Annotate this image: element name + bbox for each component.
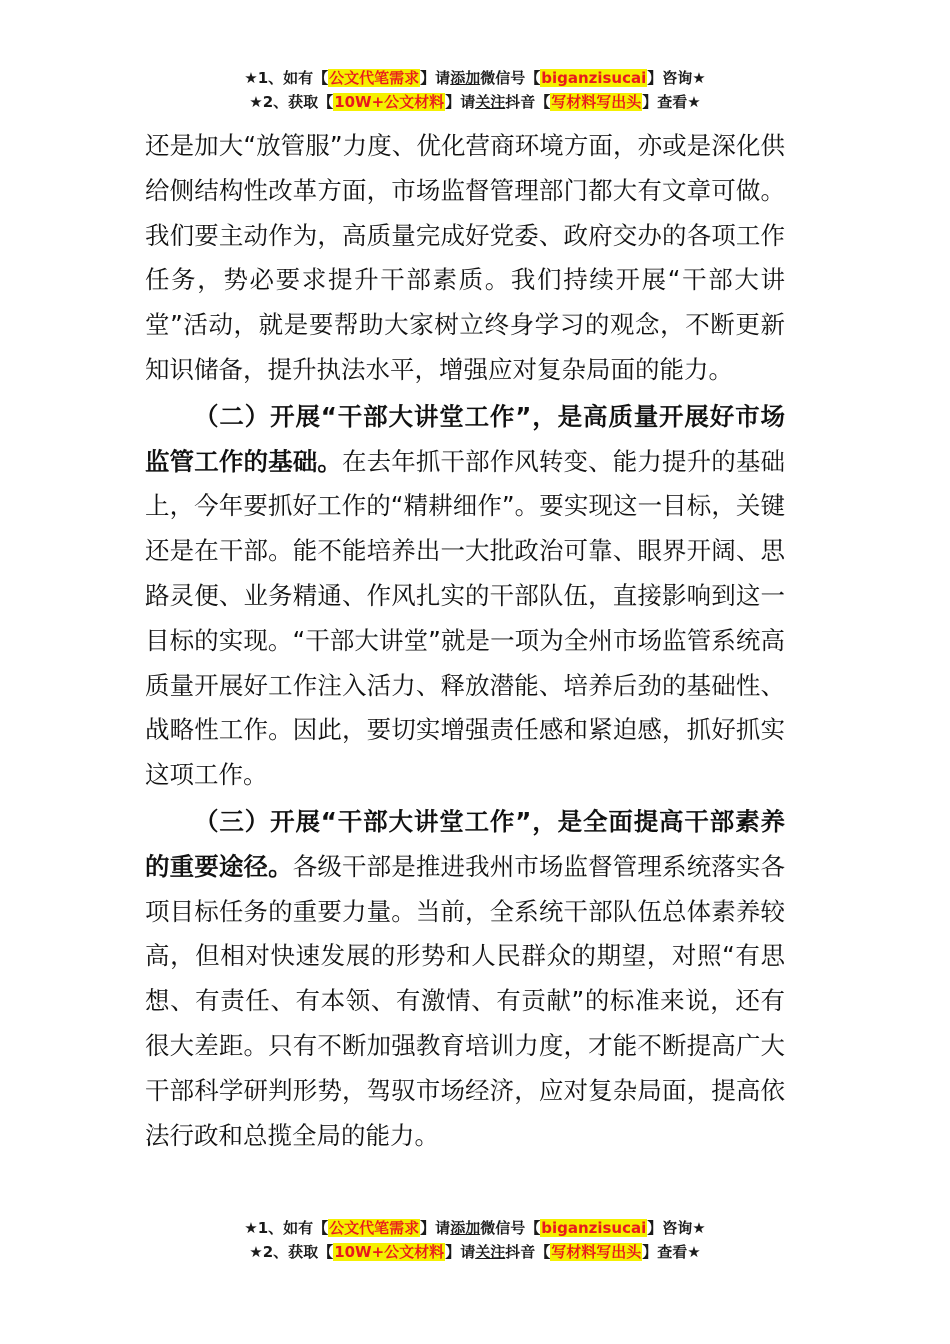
paragraph-1: 还是加大“放管服”力度、优化营商环境方面，亦或是深化供给侧结构性改革方面，市场监督管理部门都大有文章可做。我们要主动作为，高质量完成好党委、政府交办的各项工作任务，势必要求提升干部素质。我们持续开展“干部大讲堂”活动，就是要帮助大家树立终身学习的观念，不断更新知识储备，提升执法水平，增强应对复杂局面的能力。	[145, 131, 785, 384]
paragraph-3	[145, 800, 785, 1158]
banner-text: ★2、获取【	[249, 1243, 334, 1261]
banner-text: 抖音【	[505, 93, 551, 111]
banner-highlight: biganzisucai	[541, 69, 647, 87]
banner-text: 】请	[420, 69, 451, 87]
banner-highlight: 公文代笔需求	[329, 69, 420, 87]
banner-line-2	[0, 90, 950, 114]
document-body	[145, 124, 785, 1158]
banner-text: ★1、如有【	[244, 69, 329, 87]
banner-highlight: biganzisucai	[541, 1219, 647, 1237]
banner-text: 抖音【	[505, 1243, 551, 1261]
paragraph-2-text: 在去年抓干部作风转变、能力提升的基础上，今年要抓好工作的“精耕细作”。要实现这一目标，关键还是在干部。能不能培养出一大批政治可靠、眼界开阔、思路灵便、业务精通、作风扎实的干部队伍，直接影响到这一目标的实现。“干部大讲堂”就是一项为全州市场监管系统高质量开展好工作注入活力、释放潜能、培养后劲的基础性、战略性工作。因此，要切实增强责任感和紧迫感，抓好抓实这项工作。	[145, 446, 786, 790]
banner-text: 】查看★	[642, 1243, 701, 1261]
banner-text: ★2、获取【	[249, 93, 334, 111]
banner-text: 微信号【	[480, 1219, 541, 1237]
banner-line-1	[0, 66, 950, 90]
banner-line-2	[0, 1240, 950, 1264]
banner-text: ★1、如有【	[244, 1219, 329, 1237]
footer-banner	[0, 1216, 950, 1264]
banner-line-1	[0, 1216, 950, 1240]
banner-text: 】咨询★	[647, 69, 706, 87]
banner-text: 】查看★	[642, 93, 701, 111]
banner-highlight: 公文代笔需求	[329, 1219, 420, 1237]
banner-underline: 关注	[475, 93, 506, 111]
paragraph-3-heading: （三）开展“干部大讲堂工作”，是全面提高干部素养的重要途径。	[145, 806, 785, 881]
header-banner	[0, 66, 950, 114]
banner-text: 微信号【	[480, 69, 541, 87]
banner-text: 】请	[420, 1219, 451, 1237]
banner-underline: 关注	[475, 1243, 506, 1261]
banner-highlight: 写材料写出头	[551, 93, 642, 111]
paragraph-2-heading: （二）开展“干部大讲堂工作”，是高质量开展好市场监管工作的基础。	[145, 401, 785, 476]
banner-underline: 添加	[450, 1219, 481, 1237]
banner-highlight: 写材料写出头	[551, 1243, 642, 1261]
banner-text: 】请	[445, 1243, 476, 1261]
banner-highlight: 10W+公文材料	[334, 1243, 445, 1261]
banner-text: 】咨询★	[647, 1219, 706, 1237]
paragraph-2	[145, 395, 785, 798]
banner-underline: 添加	[450, 69, 481, 87]
paragraph-3-text: 各级干部是推进我州市场监督管理系统落实各项目标任务的重要力量。当前，全系统干部队伍总体素养较高，但相对快速发展的形势和人民群众的期望，对照“有思想、有责任、有本领、有激情、有贡献”的标准来说，还有很大差距。只有不断加强教育培训力度，才能不断提高广大干部科学研判形势，驾驭市场经济，应对复杂局面，提高依法行政和总揽全局的能力。	[145, 851, 786, 1150]
banner-text: 】请	[445, 93, 476, 111]
banner-highlight: 10W+公文材料	[334, 93, 445, 111]
